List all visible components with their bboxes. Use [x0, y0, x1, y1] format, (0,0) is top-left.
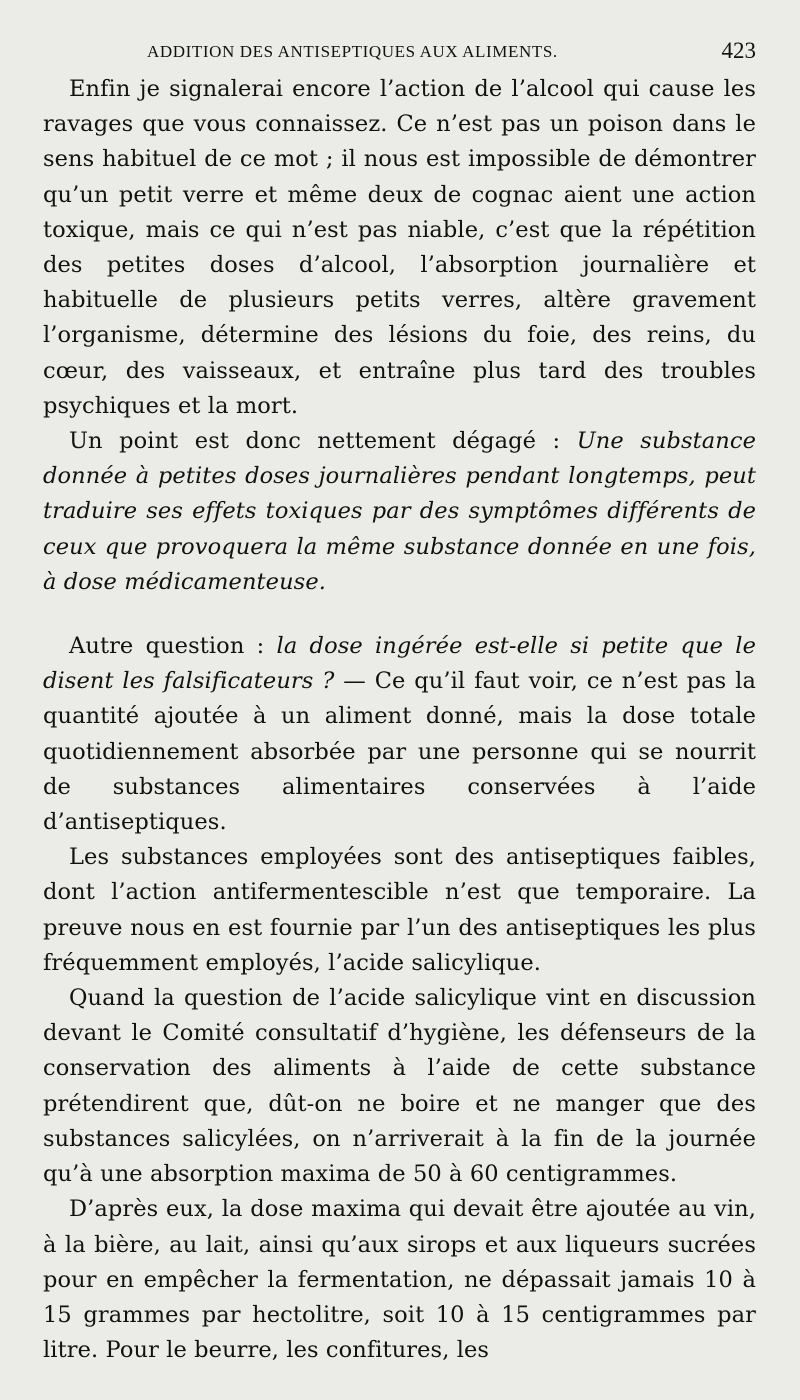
paragraph-conclusion-lead: Un point est donc nettement dégagé : [69, 428, 577, 455]
paragraph-conclusion [43, 424, 756, 600]
paragraph-weak-antiseptics: Les substances employées sont des antiseptiques faibles, dont l’action antifermentescible n’est que temporaire. La preuve nous en est fournie par l’un des antiseptiques les plus fréquemment employés, l’acide salicylique. [43, 844, 756, 976]
paragraph-question [43, 629, 756, 840]
paragraph-question-italic: la dose ingérée est-elle si petite que le disent les falsificateurs ? [43, 633, 756, 695]
paragraph-conclusion-italic: Une substance donnée à petites doses journalières pendant longtemps, peut traduire ses effets toxiques par des symptômes différents de ceux que provoquera la même substance donnée en une fois, à dose médicamenteuse. [43, 428, 756, 595]
paragraph-question-lead: Autre question : [69, 633, 277, 660]
paragraph-maximum-dose: D’après eux, la dose maxima qui devait être ajoutée au vin, à la bière, au lait, ainsi qu’aux sirops et aux liqueurs sucrées pour en empêcher la fermentation, ne dépassait jamais 10 à 15 grammes par hectolitre, soit 10 à 15 centigrammes par litre. Pour le beurre, les confitures, les [43, 1196, 756, 1364]
paragraph-alcohol: Enfin je signalerai encore l’action de l’alcool qui cause les ravages que vous connaissez. Ce n’est pas un poison dans le sens habituel de ce mot ; il nous est impossible de démontrer qu’un petit verre et même deux de cognac aient une action toxique, mais ce qui n’est pas niable, c’est que la répétition des petites doses d’alcool, l’absorption journalière et habituelle de plusieurs petits verres, altère gravement l’organisme, détermine des lésions du foie, des reins, du cœur, des vaisseaux, et entraîne plus tard des troubles psychiques et la mort. [43, 76, 756, 419]
paragraph-salicylic-acid: Quand la question de l’acide salicylique vint en discussion devant le Comité consultatif d’hygiène, les défenseurs de la conservation des aliments à l’aide de cette substance prétendirent que, dût-on ne boire et ne manger que des substances salicylées, on n’arriverait à la fin de la journée qu’à une absorption maxima de 50 à 60 centigrammes. [43, 985, 756, 1188]
running-head [43, 30, 756, 72]
paragraph-question-tail: — Ce qu’il faut voir, ce n’est pas la quantité ajoutée à un aliment donné, mais la dose totale quotidiennement absorbée par une personne qui se nourrit de substances alimentaires conservées à l’aide d’antiseptiques. [43, 668, 756, 836]
running-title: ADDITION DES ANTISEPTIQUES AUX ALIMENTS. [147, 42, 558, 61]
body-text [43, 72, 756, 1368]
page-number: 423 [721, 38, 756, 63]
